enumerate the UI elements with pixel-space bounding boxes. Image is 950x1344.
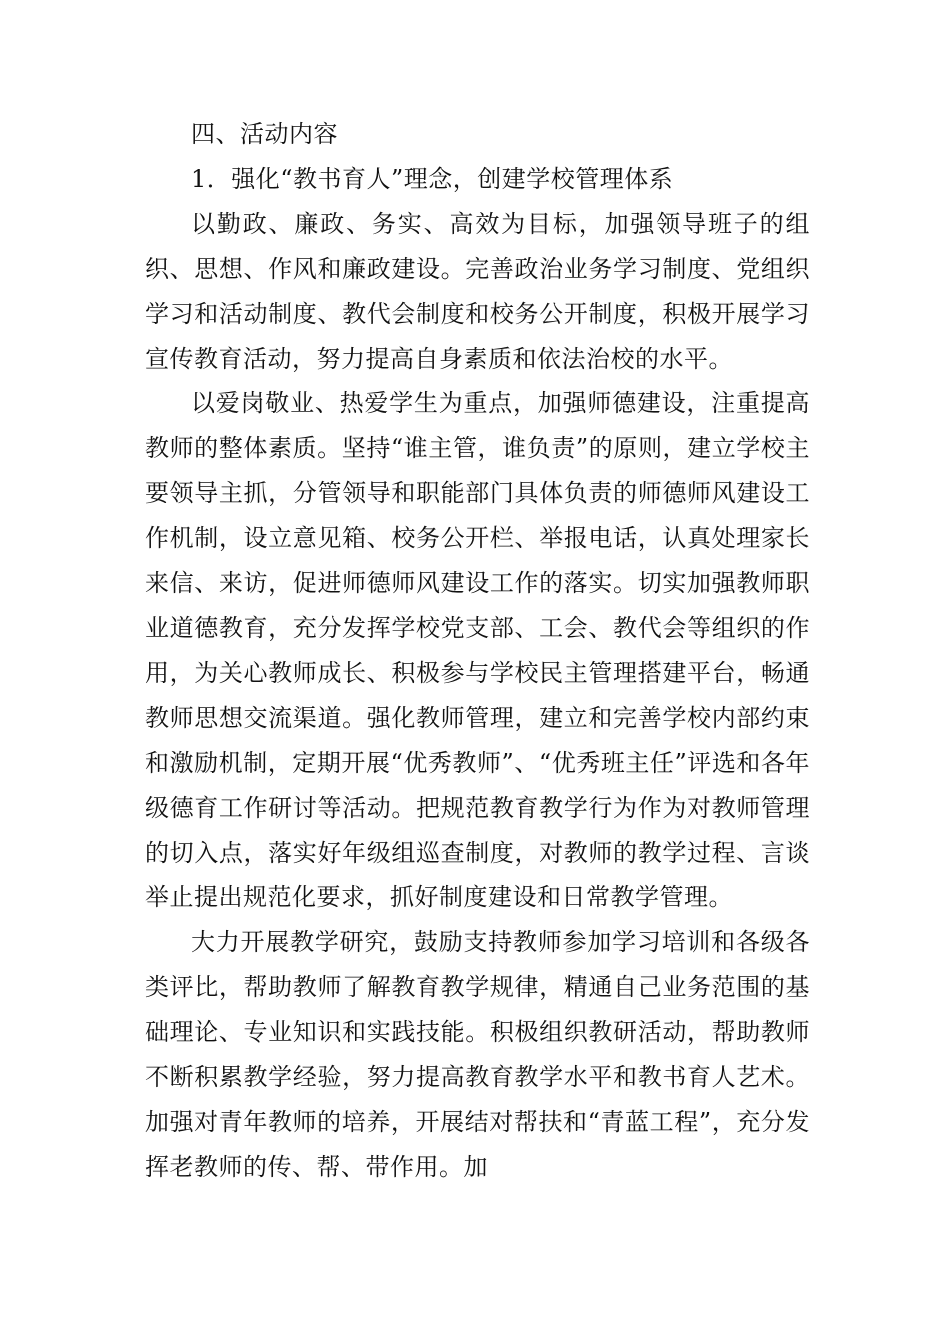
section-heading: 四、活动内容 xyxy=(191,120,338,148)
paragraph-leadership: 以勤政、廉政、务实、高效为目标，加强领导班子的组织、思想、作风和廉政建设。完善政治业务学习制度、党组织学习和活动制度、教代会制度和校务公开制度，积极开展学习宣传教育活动，努力提高自身素质和依法治校的水平。 xyxy=(145,209,810,373)
paragraph-teaching-research: 大力开展教学研究，鼓励支持教师参加学习培训和各级各类评比，帮助教师了解教育教学规律，精通自己业务范围的基础理论、专业知识和实践技能。积极组织教研活动，帮助教师不断积累教学经验，努力提高教育教学水平和教书育人艺术。加强对青年教师的培养，开展结对帮扶和“青蓝工程”，充分发挥老教师的传、帮、带作用。加 xyxy=(145,928,810,1181)
document-body xyxy=(145,112,810,1190)
paragraph-teacher-ethics: 以爱岗敬业、热爱学生为重点，加强师德建设，注重提高教师的整体素质。坚持“谁主管，谁负责”的原则，建立学校主要领导主抓，分管领导和职能部门具体负责的师德师风建设工作机制，设立意见箱、校务公开栏、举报电话，认真处理家长来信、来访，促进师德师风建设工作的落实。切实加强教师职业道德教育，充分发挥学校党支部、工会、教代会等组织的作用，为关心教师成长、积极参与学校民主管理搭建平台，畅通教师思想交流渠道。强化教师管理，建立和完善学校内部约束和激励机制，定期开展“优秀教师”、“优秀班主任”评选和各年级德育工作研讨等活动。把规范教育教学行为作为对教师管理的切入点，落实好年级组巡查制度，对教师的教学过程、言谈举止提出规范化要求，抓好制度建设和日常教学管理。 xyxy=(145,389,810,912)
subheading: 1．强化“教书育人”理念，创建学校管理体系 xyxy=(191,164,674,193)
